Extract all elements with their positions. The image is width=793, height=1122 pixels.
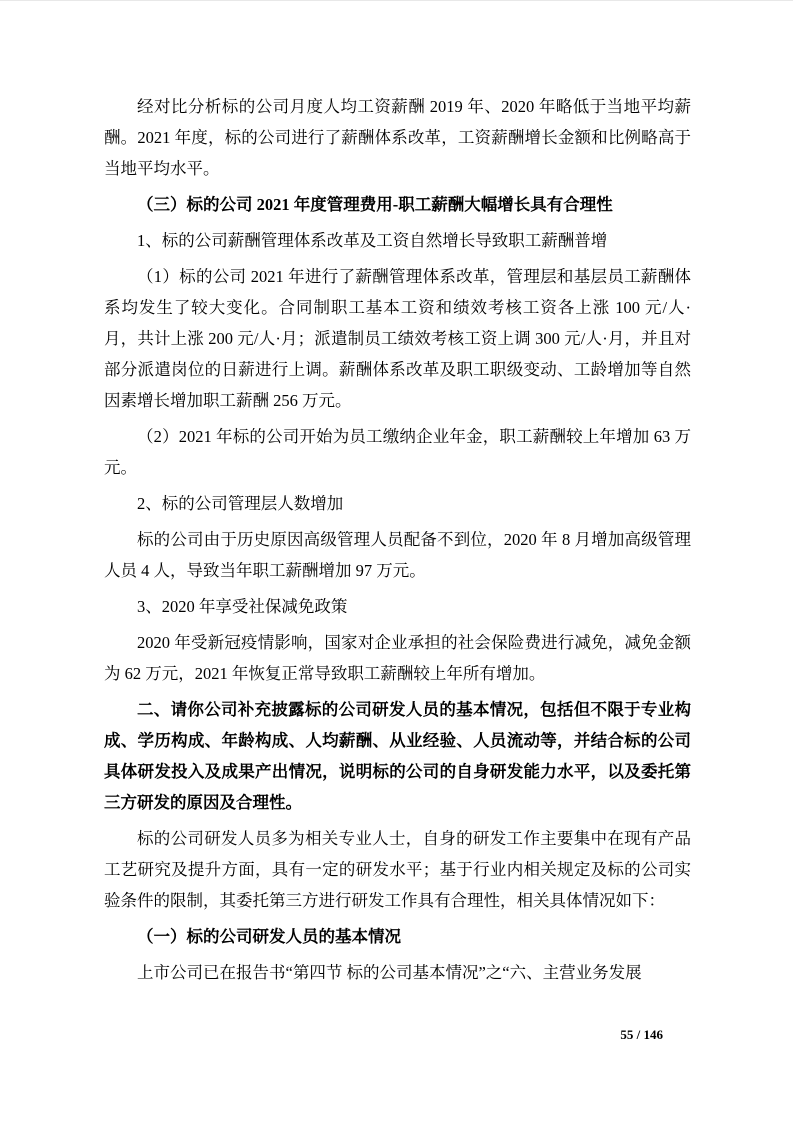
paragraph-item-2-enterprise-annuity: （2）2021 年标的公司开始为员工缴纳企业年金，职工薪酬较上年增加 63 万元。 [104, 427, 691, 477]
item-3-heading-social-security-relief: 3、2020 年享受社保减免政策 [137, 597, 348, 616]
section-heading-1-rd-personnel: （一）标的公司研发人员的基本情况 [137, 927, 401, 946]
paragraph-item-1-salary-reform-detail: （1）标的公司 2021 年进行了薪酬管理体系改革，管理层和基层员工薪酬体系均发生了较大变化。合同制职工基本工资和绩效考核工资各上涨 100 元/人·月，共计上涨 200 元/人·月；派遣制员工绩效考核工资上调 300 元/人·月，并且对部分派遣岗位的日薪进行上调。薪酬体系改革及职工职级变动、工龄增加等自然因素增长增加职工薪酬 256 万元。 [104, 267, 691, 410]
section-heading-3-salary-growth: （三）标的公司 2021 年度管理费用-职工薪酬大幅增长具有合理性 [137, 195, 613, 214]
paragraph-salary-comparison: 经对比分析标的公司月度人均工资薪酬 2019 年、2020 年略低于当地平均薪酬。2021 年度，标的公司进行了薪酬体系改革，工资薪酬增长金额和比例略高于当地平均水平。 [104, 97, 691, 178]
item-2-heading-management-headcount: 2、标的公司管理层人数增加 [137, 494, 344, 513]
paragraph-rd-capability-overview: 标的公司研发人员多为相关专业人士，自身的研发工作主要集中在现有产品工艺研究及提升方面，具有一定的研发水平；基于行业内相关规定及标的公司实验条件的限制，其委托第三方进行研发工作具有合理性，相关具体情况如下： [104, 829, 691, 910]
question-2-rd-personnel-disclosure: 二、请你公司补充披露标的公司研发人员的基本情况，包括但不限于专业构成、学历构成、年龄构成、人均薪酬、从业经验、人员流动等，并结合标的公司具体研发投入及成果产出情况，说明标的公司的自身研发能力水平，以及委托第三方研发的原因及合理性。 [104, 700, 691, 812]
paragraph-social-security-relief-detail: 2020 年受新冠疫情影响，国家对企业承担的社会保险费进行减免，减免金额为 62 万元，2021 年恢复正常导致职工薪酬较上年所有增加。 [104, 633, 691, 683]
paragraph-report-reference: 上市公司已在报告书“第四节 标的公司基本情况”之“六、主营业务发展 [137, 963, 642, 982]
page-number: 55 / 146 [620, 1027, 663, 1042]
item-1-heading-salary-reform: 1、标的公司薪酬管理体系改革及工资自然增长导致职工薪酬普增 [137, 231, 608, 250]
paragraph-management-headcount-detail: 标的公司由于历史原因高级管理人员配备不到位，2020 年 8 月增加高级管理人员 4 人，导致当年职工薪酬增加 97 万元。 [104, 530, 691, 580]
